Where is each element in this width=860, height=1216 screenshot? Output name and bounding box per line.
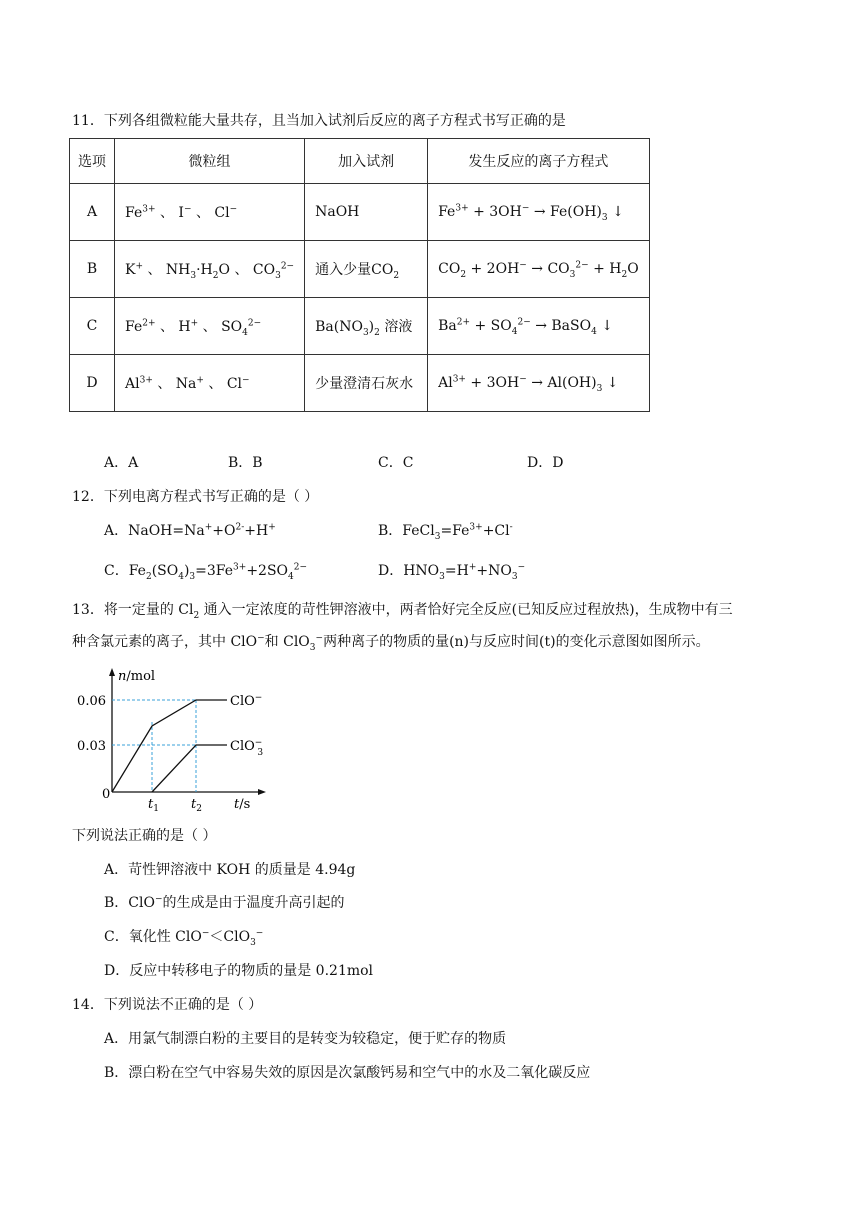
series-clo3-line xyxy=(152,745,227,792)
header-particles: 微粒组 xyxy=(115,139,305,184)
q12-choice-d[interactable]: D．$HNO_3=H^++NO_3^-$ xyxy=(378,562,526,582)
xtick-t1: $t_1$ xyxy=(148,797,159,812)
row-particles: $Fe^{2+}$ 、 H+ 、 $SO_4^{2-}$ xyxy=(115,298,305,355)
ytick-003: 0.03 xyxy=(77,739,106,754)
y-axis-label: n/mol xyxy=(118,669,156,684)
q13-question: 下列说法正确的是（ ） xyxy=(72,828,217,844)
row-particles: $Al^{3+}$ 、 Na+ 、 Cl− xyxy=(115,355,305,412)
row-reagent: $Ba(NO_3)_2$ 溶液 xyxy=(305,298,428,355)
row-option: D xyxy=(70,355,115,412)
header-equation: 发生反应的离子方程式 xyxy=(428,139,650,184)
row-equation: $Ba^{2+} + SO_4^{2-}$ → BaSO$_4$ ↓ xyxy=(428,298,650,355)
q12-choice-b[interactable]: B．$FeCl_3=Fe^{3+}+Cl^-$ xyxy=(378,522,513,542)
q14-choice-a[interactable]: A．用氯气制漂白粉的主要目的是转变为较稳定，便于贮存的物质 xyxy=(104,1031,507,1047)
q13-stem-line2: 种含氯元素的离子，其中 ClO−和 ClO$_3$−两种离子的物质的量(n)与反应时间(t)的变化示意图如图所示。 xyxy=(72,633,710,653)
q13-chart xyxy=(72,664,282,812)
q11-stem: 11．下列各组微粒能大量共存，且当加入试剂后反应的离子方程式书写正确的是 xyxy=(72,113,566,129)
q13-choice-b[interactable]: B．ClO−的生成是由于温度升高引起的 xyxy=(104,894,345,911)
row-reagent: 通入少量$CO_2$ xyxy=(305,241,428,298)
header-option: 选项 xyxy=(70,139,115,184)
header-reagent: 加入试剂 xyxy=(305,139,428,184)
q13-stem-line1: 13．将一定量的 $Cl_2$ 通入一定浓度的苛性钾溶液中，两者恰好完全反应(已知反应过程放热)，生成物中有三 xyxy=(72,602,733,621)
row-option: C xyxy=(70,298,115,355)
row-particles: K+ 、 $NH_3\cdot H_2O$ 、 $CO_3^{2-}$ xyxy=(115,241,305,298)
q13-choice-a[interactable]: A．苛性钾溶液中 KOH 的质量是 4.94g xyxy=(104,862,356,878)
x-axis-label: t/s xyxy=(234,797,251,812)
series-clo3-label: ClO− 3 xyxy=(230,738,264,758)
row-reagent: 少量澄清石灰水 xyxy=(305,355,428,412)
q12-stem: 12．下列电离方程式书写正确的是（ ） xyxy=(72,489,319,505)
row-option: B xyxy=(70,241,115,298)
ytick-006: 0.06 xyxy=(77,694,106,709)
row-equation: $Fe^{3+} + 3OH^- \to Fe(OH)_3$ ↓ xyxy=(428,184,650,241)
x-axis-arrow xyxy=(258,789,266,795)
q13-choice-d[interactable]: D．反应中转移电子的物质的量是 0.21mol xyxy=(104,963,374,979)
q14-stem: 14．下列说法不正确的是（ ） xyxy=(72,997,263,1013)
origin-label: 0 xyxy=(102,787,111,802)
row-equation: $CO_2 + 2OH^- \to CO_3^{2-} + H_2O$ xyxy=(428,241,650,298)
row-option: A xyxy=(70,184,115,241)
table-header-row xyxy=(70,139,650,184)
row-equation: $Al^{3+} + 3OH^- \to Al(OH)_3$ ↓ xyxy=(428,355,650,412)
q12-choice-c[interactable]: C．$Fe_2(SO_4)_3=3Fe^{3+}+2SO_4^{2-}$ xyxy=(104,562,308,582)
q11-choice-a[interactable]: A．A xyxy=(104,455,139,471)
row-reagent: NaOH xyxy=(305,184,428,241)
q11-choice-d[interactable]: D．D xyxy=(527,455,564,471)
q11-choice-c[interactable]: C．C xyxy=(378,455,414,471)
series-clo-line xyxy=(112,700,227,792)
row-particles: $Fe^{3+}$ 、 I− 、 Cl− xyxy=(115,184,305,241)
table-row xyxy=(70,298,650,355)
series-clo-label: ClO− xyxy=(230,693,263,709)
q13-choice-c[interactable]: C．氧化性 ClO−＜ClO$_3$− xyxy=(104,928,264,948)
y-axis-arrow xyxy=(109,668,115,676)
q11-table xyxy=(69,138,650,412)
q14-choice-b[interactable]: B．漂白粉在空气中容易失效的原因是次氯酸钙易和空气中的水及二氧化碳反应 xyxy=(104,1065,591,1081)
table-row xyxy=(70,355,650,412)
table-row xyxy=(70,184,650,241)
table-row xyxy=(70,241,650,298)
q11-choice-b[interactable]: B．B xyxy=(228,455,263,471)
xtick-t2: $t_2$ xyxy=(191,797,202,812)
q12-choice-a[interactable]: A．$NaOH=Na^++O^{2-}+H^+$ xyxy=(104,522,276,539)
